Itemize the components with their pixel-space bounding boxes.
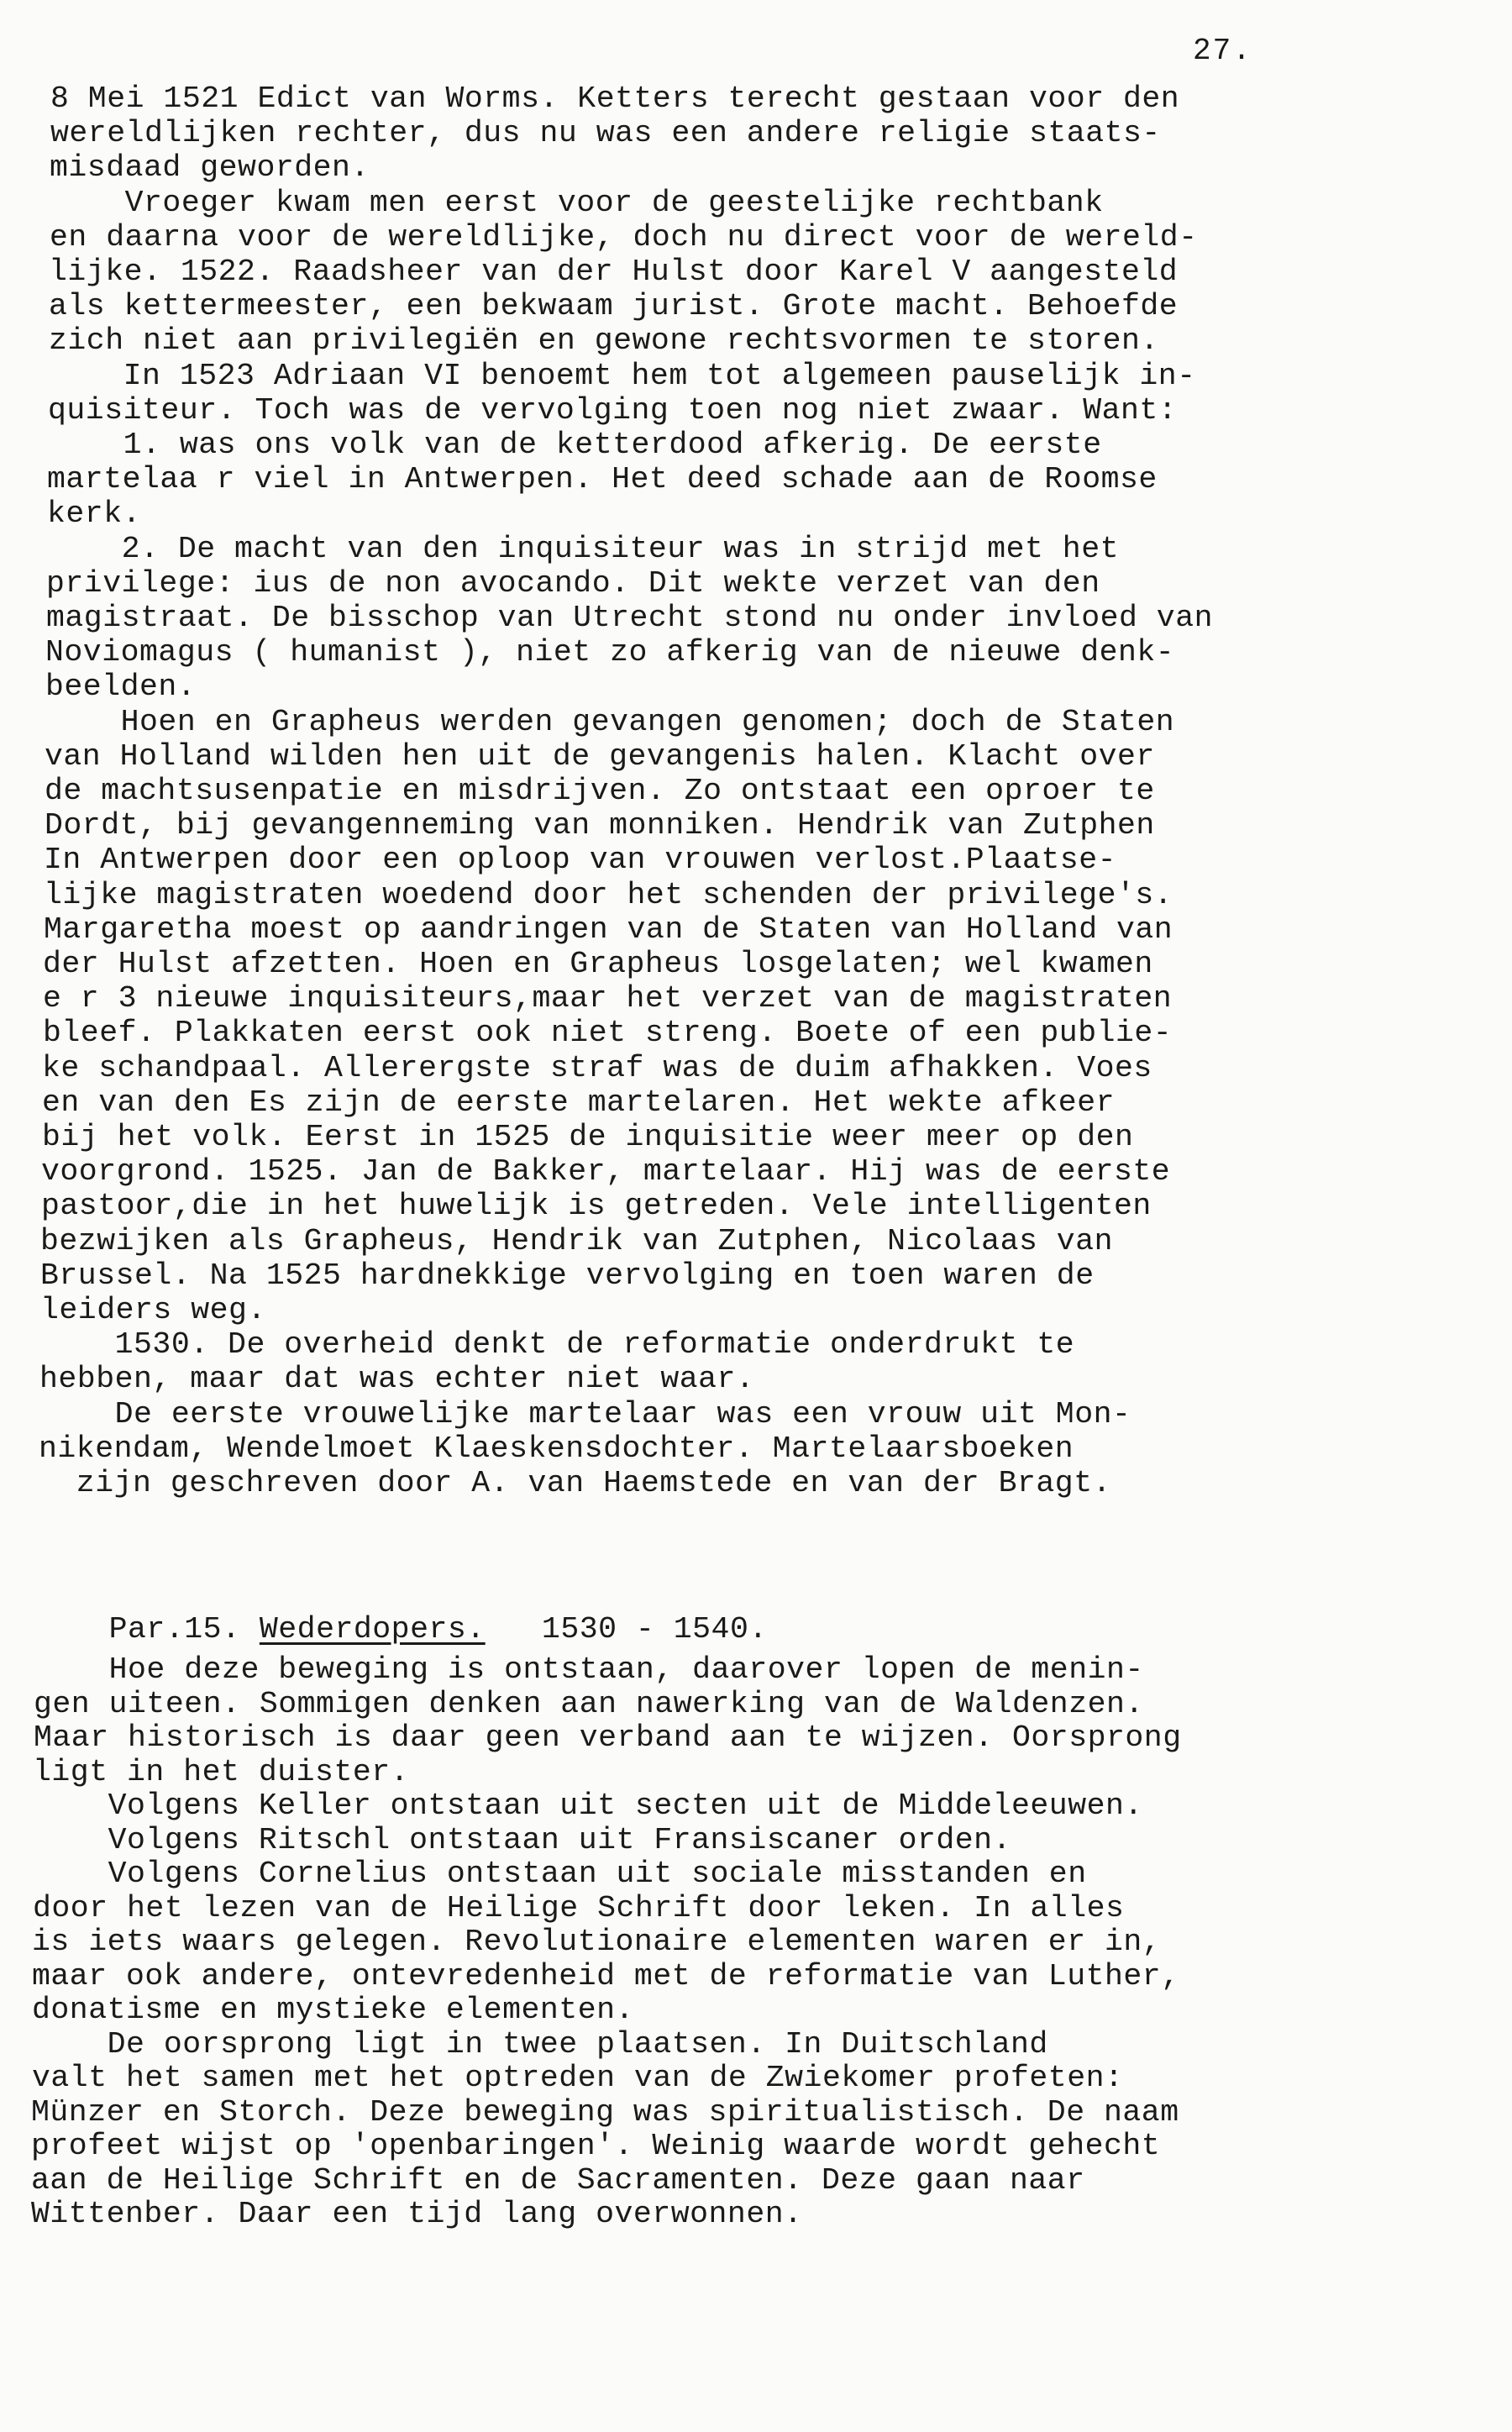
text-line: Margaretha moest op aandringen van de Staten van Holland van [44,911,1173,947]
text-line: beelden. [45,670,197,705]
text-line: ligt in het duister. [33,1754,410,1789]
text-line: privilege: ius de non avocando. Dit wekte verzet van den [46,565,1100,601]
text-line: De eerste vrouwelijke martelaar was een vrouw uit Mon- [39,1396,1131,1431]
text-line: magistraat. De bisschop van Utrecht stond nu onder invloed van [46,601,1214,635]
text-line: der Hulst afzetten. Hoen en Grapheus losgelaten; wel kwamen [43,947,1153,981]
text-line: zijn geschreven door A. van Haemstede en van der Bragt. [39,1466,1112,1500]
text-line: 8 Mei 1521 Edict van Worms. Ketters terecht gestaan voor den [50,81,1180,116]
text-line: Volgens Cornelius ontstaan uit sociale misstanden en [33,1857,1087,1891]
text-line: Brussel. Na 1525 hardnekkige vervolging en toen waren de [40,1258,1095,1293]
text-line: De oorsprong ligt in twee plaatsen. In Duitschland [32,2026,1048,2062]
text-line: Dordt, bij gevangenneming van monniken. Hendrik van Zutphen [45,808,1155,843]
text-line: ke schandpaal. Allerergste straf was de duim afhakken. Voes [42,1050,1152,1085]
text-line: hebben, maar dat was echter niet waar. [39,1362,755,1397]
page-number: 27. [1193,34,1252,68]
text-line: 2. De macht van den inquisiteur was in strijd met het [46,531,1120,566]
heading-prefix: Par.15. [108,1612,260,1647]
text-line: door het lezen van de Heilige Schrift door leken. In alles [33,1890,1125,1925]
text-line: e r 3 nieuwe inquisiteurs,maar het verzet van de magistraten [43,981,1173,1016]
text-line: Münzer en Storch. Deze beweging was spiritualistisch. De naam [31,2094,1179,2130]
heading-period: 1530 - 1540. [485,1612,768,1647]
text-line: bleef. Plakkaten eerst ook niet streng. Boete of een publie- [43,1016,1173,1051]
text-line: Hoe deze beweging is ontstaan, daarover lopen de menin- [34,1652,1144,1687]
text-line: pastoor,die in het huwelijk is getreden. Vele intelligenten [41,1189,1152,1224]
text-line: kerk. [47,496,142,532]
text-line: Maar historisch is daar geen verband aan te wijzen. Oorsprong [34,1720,1182,1755]
text-line: Vroeger kwam men eerst voor de geestelijke rechtbank [50,185,1104,220]
text-line: aan de Heilige Schrift en de Sacramenten. Deze gaan naar [31,2162,1085,2198]
text-line: en van den Es zijn de eerste martelaren. Het wekte afkeer [42,1085,1116,1120]
text-line: lijke. 1522. Raadsheer van der Hulst door Karel V aangesteld [49,255,1179,289]
text-line: nikendam, Wendelmoet Klaeskensdochter. Martelaarsboeken [39,1431,1074,1466]
text-line: martelaa r viel in Antwerpen. Het deed schade aan de Roomse [47,462,1158,497]
text-line: bezwijken als Grapheus, Hendrik van Zutphen, Nicolaas van [40,1223,1114,1258]
text-line: misdaad geworden. [50,150,370,186]
text-line: quisiteur. Toch was de vervolging toen nog niet zwaar. Want: [48,392,1178,428]
text-line: valt het samen met het optreden van de Zwiekomer profeten: [32,2061,1124,2095]
text-line: lijke magistraten woedend door het schenden der privilege's. [44,877,1173,912]
text-line: bij het volk. Eerst in 1525 de inquisitie weer meer op den [42,1120,1134,1154]
heading-label: Wederdopers. [259,1612,486,1647]
text-line: Noviomagus ( humanist ), niet zo afkerig van de nieuwe denk- [45,635,1175,670]
text-line: als kettermeester, een bekwaam jurist. Grote macht. Behoefde [49,289,1179,324]
text-line: en daarna voor de wereldlijke, doch nu direct voor de wereld- [50,219,1198,255]
text-line: zich niet aan privilegiën en gewone rechtsvormen te storen. [49,323,1159,359]
text-line: is iets waars gelegen. Revolutionaire elementen waren er in, [32,1925,1162,1959]
text-line: 1. was ons volk van de ketterdood afkerig. De eerste [48,428,1102,462]
text-line: Volgens Keller ontstaan uit secten uit de Middeleeuwen. [33,1789,1143,1823]
text-line: gen uiteen. Sommigen denken aan nawerking van de Waldenzen. [34,1686,1144,1721]
text-line: de machtsusenpatie en misdrijven. Zo ontstaat een oproer te [45,774,1155,808]
text-line: In 1523 Adriaan VI benoemt hem tot algemeen pauselijk in- [48,358,1196,393]
text-line: donatisme en mystieke elementen. [32,1993,634,2027]
text-line: maar ook andere, ontevredenheid met de reformatie van Luther, [32,1958,1180,1993]
text-line: profeet wijst op 'openbaringen'. Weinig waarde wordt gehecht [31,2129,1161,2163]
text-line: leiders weg. [40,1293,266,1327]
text-line: In Antwerpen door een oploop van vrouwen verlost.Plaatse- [44,843,1117,878]
text-line: Hoen en Grapheus werden gevangen genomen; doch de Staten [45,704,1175,739]
text-line: voorgrond. 1525. Jan de Bakker, martelaar. Hij was de eerste [41,1154,1171,1190]
text-line: wereldlijken rechter, dus nu was een andere religie staats- [50,116,1161,151]
text-line: van Holland wilden hen uit de gevangenis halen. Klacht over [45,738,1155,774]
text-line: Wittenber. Daar een tijd lang overwonnen. [31,2197,803,2231]
text-line: 1530. De overheid denkt de reformatie onderdrukt te [39,1327,1075,1363]
text-line: Volgens Ritschl ontstaan uit Fransiscaner orden. [33,1822,1011,1857]
